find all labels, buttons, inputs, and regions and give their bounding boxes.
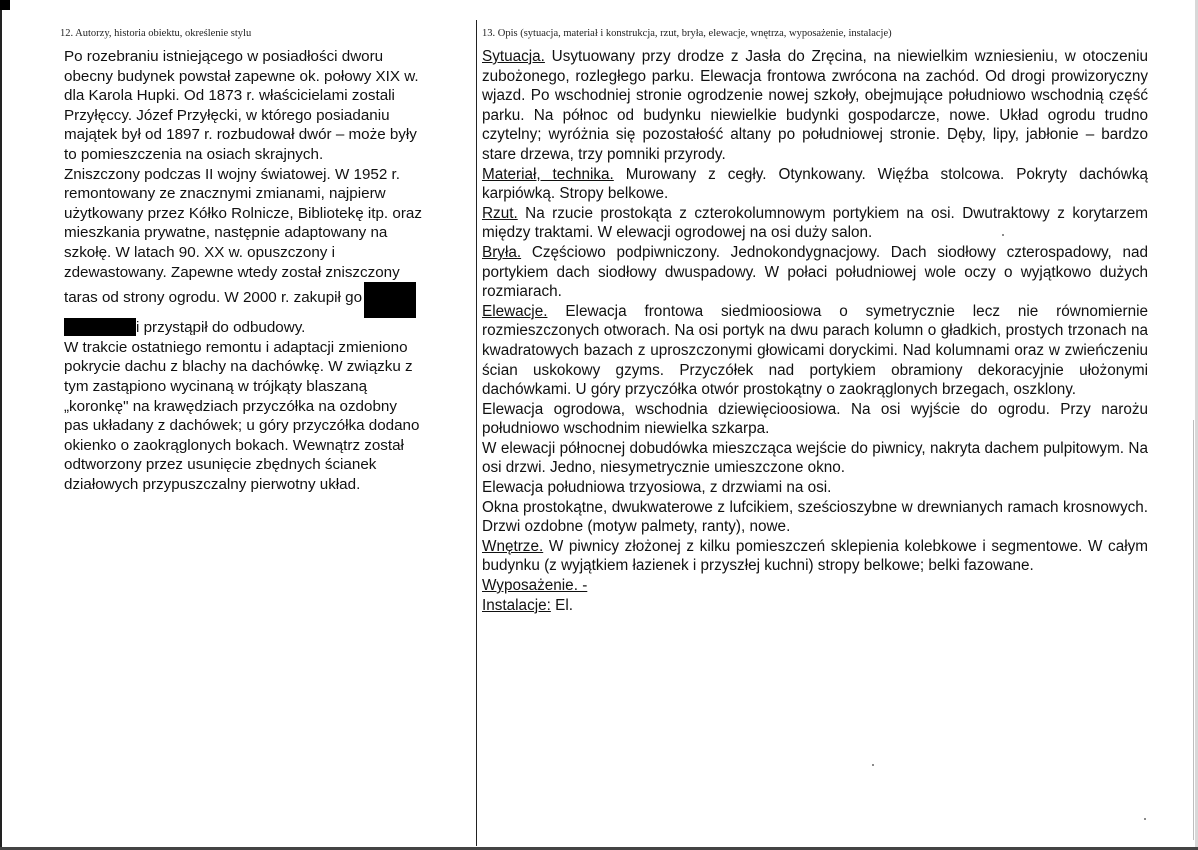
label-elewacje: Elewacje. [482, 302, 548, 320]
history-line: zdewastowany. Zapewne wtedy został zniszczony [64, 263, 400, 281]
paragraph-sytuacja [482, 47, 1148, 165]
scan-corner-mark [0, 0, 10, 10]
history-line [64, 318, 466, 338]
scan-right-shadow [1193, 420, 1194, 840]
scan-speck [1144, 818, 1146, 820]
paragraph-okna: Okna prostokątne, dwukwaterowe z lufcikiem, sześcioszybne w drewnianych ramach krosnowych. Drzwi ozdobne (motyw palmety, ranty), nowe. [482, 498, 1148, 536]
history-line: to pomieszczenia na osiach skrajnych. [64, 145, 324, 163]
history-line: pokrycie dachu z blachy na dachówkę. W związku z [64, 358, 413, 376]
paragraph-wnetrze [482, 537, 1148, 576]
text-sytuacja: Usytuowany przy drodze z Jasła do Zręcina, na niewielkim wzniesieniu, w otoczeniu zubożonego, rozległego parku. Elewacja frontowa zwrócona na zachód. Od drogi prowizoryczny wjazd. Po wschodniej stronie ogrodzenie nowej szkoły, obejmujące południowo wschodnią część parku. Na północ od budynku niewielkie budynki gospodarcze, nowe. Układ ogrodu trudno czytelny; wyróżnia się pozostałość altany po południowej stronie. Dęby, lipy, jabłonie – bardzo stare drzewa, trzy pomniki przyrody. [482, 48, 1148, 163]
history-line: remontowany ze znacznymi zmianami, najpierw [64, 185, 386, 203]
history-line: pas układany z dachówek; u góry przyczółka dodano [64, 417, 420, 435]
history-line: działowych przypuszczalny pierwotny układ. [64, 475, 361, 493]
scan-left-border [0, 0, 2, 850]
history-line: tym zastąpiono wycinaną w trójkąty blaszaną [64, 377, 368, 395]
history-line: okienko o zaokrąglonych bokach. Wewnątrz został [64, 436, 404, 454]
text-elewacje: Elewacja frontowa siedmioosiowa o symetrycznie lecz nie równomiernie rozmieszczonych otworach. Na osi portyk na dwu parach kolumn o gładkich, prostych trzonach na kwadratowych bazach z uproszczonymi głowicami doryckimi. Nad kolumnami oraz w zwieńczeniu ścian uskokowy gzyms. Przyczółek nad portykiem obramiony dekoracyjnie ułożonymi dachówkami. U góry przyczółka otwór prostokątny o zaokrąglonych brzegach, oszklony. [482, 302, 1148, 399]
history-line: Po rozebraniu istniejącego w posiadłości dworu [64, 48, 384, 65]
history-line: Przyłęccy. Józef Przyłęcki, w którego posiadaniu [64, 106, 390, 124]
label-sytuacja: Sytuacja. [482, 48, 545, 65]
history-text [64, 47, 466, 494]
history-line: odtworzony przez usunięcie zbędnych ścianek [64, 456, 377, 474]
history-line-text: i przystąpił do odbudowy. [136, 319, 306, 337]
description-text [482, 47, 1148, 615]
label-rzut: Rzut. [482, 204, 518, 222]
paragraph-wyposazenie [482, 576, 1148, 596]
redaction-box [64, 318, 136, 336]
description-section [482, 28, 1148, 615]
paragraph-rzut [482, 204, 1148, 243]
label-wnetrze: Wnętrze. [482, 537, 544, 555]
paragraph-ogrodowa: Elewacja ogrodowa, wschodnia dziewięcioosiowa. Na osi wyjście do ogrodu. Przy narożu południowo wschodnim niewielka szkarpa. [482, 400, 1148, 438]
history-line: W trakcie ostatniego remontu i adaptacji zmieniono [64, 338, 408, 356]
paragraph-instalacje [482, 596, 1148, 616]
history-heading: 12. Autorzy, historia obiektu, określenie stylu [60, 28, 252, 39]
paragraph-elewacje [482, 302, 1148, 400]
history-line: mieszkania prywatne, następnie adaptowany na [64, 224, 388, 242]
history-line: szkołę. W latach 90. XX w. opuszczony i [64, 243, 335, 261]
redaction-box [364, 282, 416, 318]
history-line: Zniszczony podczas II wojny światowej. W 1952 r. [64, 165, 400, 183]
paragraph-material [482, 165, 1148, 204]
text-rzut: Na rzucie prostokąta z czterokolumnowym portykiem na osi. Dwutraktowy z korytarzem między traktami. W elewacji ogrodowej na osi duży salon. [482, 204, 1148, 242]
history-line: dla Karola Hupki. Od 1873 r. właścicielami zostali [64, 87, 395, 105]
description-heading: 13. Opis (sytuacja, materiał i konstrukcja, rzut, bryła, elewacje, wnętrza, wyposażenie, instalacje) [482, 28, 892, 39]
history-section [60, 28, 466, 494]
text-bryla: Częściowo podpiwniczony. Jednokondygnacjowy. Dach siodłowy czterospadowy, nad portykiem dach siodłowy dwuspadowy. W połaci południowej wole oczy o wyjątkowo dużych rozmiarach. [482, 243, 1148, 301]
column-divider [476, 20, 477, 846]
label-material: Materiał, technika. [482, 165, 614, 183]
paragraph-poludniowa: Elewacja południowa trzyosiowa, z drzwiami na osi. [482, 479, 832, 497]
label-instalacje: Instalacje: [482, 596, 551, 614]
history-line-text: taras od strony ogrodu. W 2000 r. zakupił go [64, 289, 363, 307]
paragraph-bryla [482, 243, 1148, 302]
scan-speck [872, 764, 874, 766]
history-line: obecny budynek powstał zapewne ok. połowy XIX w. [64, 67, 419, 85]
label-wyposazenie: Wyposażenie. - [482, 577, 588, 595]
label-bryla: Bryła. [482, 243, 522, 261]
text-wnetrze: W piwnicy złożonej z kilku pomieszczeń sklepienia kolebkowe i segmentowe. W całym budynku (z wyjątkiem łazienek i przyszłej kuchni) stropy belkowe; belki fazowane. [482, 537, 1148, 575]
history-line [64, 282, 466, 318]
text-instalacje: El. [550, 596, 573, 614]
history-line: użytkowany przez Kółko Rolnicze, Bibliotekę itp. oraz [64, 204, 422, 222]
paragraph-polnocna: W elewacji północnej dobudówka mieszcząca wejście do piwnicy, nakryta dachem pulpitowym. Na osi drzwi. Jedno, niesymetrycznie umieszczone okno. [482, 439, 1148, 477]
text-material: Murowany z cegły. Otynkowany. Więźba stolcowa. Pokryty dachówką karpiówką. Stropy belkowe. [482, 165, 1148, 203]
history-line: „koronkę" na krawędziach przyczółka na ozdobny [64, 397, 397, 415]
history-line: majątek był od 1897 r. rozbudował dwór – może były [64, 126, 417, 144]
